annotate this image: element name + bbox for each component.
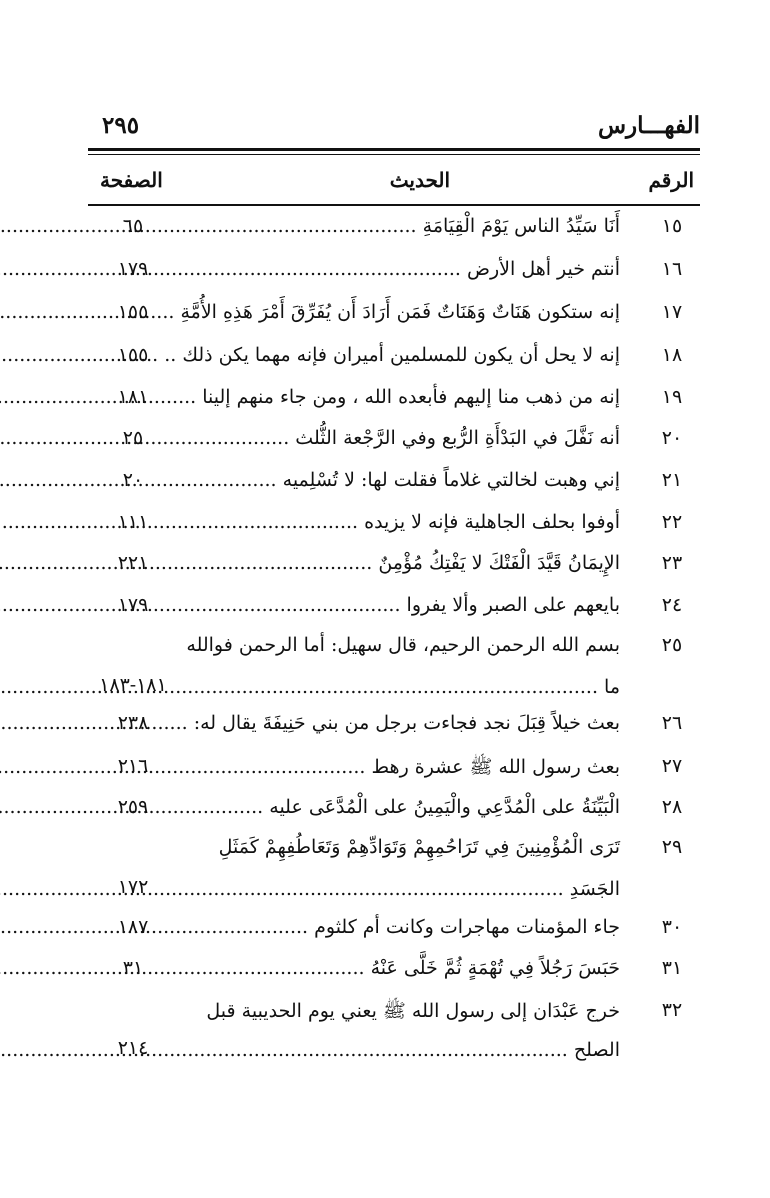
column-header-hadith: الحديث (389, 168, 450, 192)
page-ref: ١٧٩ (117, 594, 149, 616)
page-ref: ٢١٤ (117, 1037, 149, 1059)
page-ref: ١٧٢ (117, 876, 149, 898)
hadith-text: أنتم خير أهل الأرض ..... (228, 258, 620, 280)
hadith-text: جاء المؤمنات مهاجرات وكانت أم كلثوم ..... (228, 916, 620, 938)
row-number: ٢٧ (661, 755, 683, 777)
row-number: ١٩ (661, 386, 683, 408)
column-header-rule (88, 204, 700, 206)
header-rule-thin (88, 154, 700, 155)
page-ref: ١٨١-١٨٣ (99, 674, 167, 696)
hadith-text: إنه لا يحل أن يكون للمسلمين أميران فإنه مهما يكن ذلك .. ..... (228, 344, 620, 366)
hadith-text: إنه ستكون هَنَاتٌ وَهَنَاتٌ فَمَن أَرَادَ أَن يُفَرِّقَ أَمْرَ هَذِهِ الأُمَّةِ ..... (228, 301, 620, 323)
row-number: ٣١ (661, 957, 683, 979)
row-number: ٢٨ (661, 796, 683, 818)
hadith-text-line1: تَرَى الْمُؤْمِنِينَ فِي تَرَاحُمِهِمْ وَتَوَادِّهِمْ وَتَعَاطُفِهِمْ كَمَثَلِ (218, 836, 620, 858)
page-number: ٢٩٥ (102, 112, 140, 139)
row-number: ١٧ (661, 301, 683, 323)
hadith-text-line2: الصلح ..... (228, 1039, 620, 1061)
page-ref: ١٥٥ (117, 344, 149, 366)
row-number: ١٦ (661, 258, 683, 280)
column-header-page: الصفحة (100, 168, 163, 192)
hadith-text-line1: خرج عَبْدَان إلى رسول الله ﷺ يعني يوم الحديبية قبل (206, 1000, 620, 1022)
page-ref: ١٧٩ (117, 258, 149, 280)
row-number: ٢٥ (661, 634, 683, 656)
column-header-number: الرقم (648, 168, 694, 192)
hadith-text: أوفوا بحلف الجاهلية فإنه لا يزيده ..... (228, 511, 620, 533)
hadith-text-line1: بسم الله الرحمن الرحيم، قال سهيل: أما الرحمن فوالله (186, 634, 620, 656)
row-number: ٣٠ (661, 916, 683, 938)
page-ref: ١١١ (117, 511, 149, 533)
hadith-text: بعث خيلاً قِبَلَ نجد فجاءت برجل من بني حَنِيفَةَ يقال له: ..... (228, 712, 620, 734)
page-header (88, 112, 700, 148)
page-ref: ٣١ (122, 957, 144, 979)
page-ref: ١٨١ (117, 386, 149, 408)
row-number: ٢٤ (661, 594, 683, 616)
hadith-text: أَنَا سَيِّدُ الناس يَوْمَ الْقِيَامَةِ ..... (228, 215, 620, 237)
hadith-text: الإِيمَانُ قَيَّدَ الْفَتْكَ لا يَفْتِكُ مُؤْمِنٌ ..... (228, 552, 620, 574)
hadith-text: إنه من ذهب منا إليهم فأبعده الله ، ومن جاء منهم إلينا ..... (228, 386, 620, 408)
page-ref: ٦٥ (122, 215, 144, 237)
header-rule-thick (88, 148, 700, 151)
row-number: ٢٢ (661, 511, 683, 533)
running-title: الفهـــارس (597, 112, 700, 139)
row-number: ٢٣ (661, 552, 683, 574)
row-number: ٢٦ (661, 712, 683, 734)
page-ref: ٢٥ (122, 427, 144, 449)
hadith-text: إني وهبت لخالتي غلاماً فقلت لها: لا تُسْلِميه ..... (228, 469, 620, 491)
hadith-text-line2: ما ..... (228, 676, 620, 698)
row-number: ١٨ (661, 344, 683, 366)
row-number: ١٥ (661, 215, 683, 237)
row-number: ٢٠ (661, 427, 683, 449)
row-number: ٣٢ (661, 999, 683, 1021)
page-ref: ٢٣٨ (117, 712, 149, 734)
hadith-text: أنه نَفَّلَ في البَدْأَةِ الرُّبع وفي الرَّجْعة الثُّلث ..... (228, 427, 620, 449)
page-ref: ٢٠ (122, 469, 144, 491)
row-number: ٢٩ (661, 836, 683, 858)
row-number: ٢١ (661, 469, 683, 491)
hadith-text: الْبَيِّنَةُ على الْمُدَّعِي والْيَمِينُ على الْمُدَّعَى عليه ..... (228, 796, 620, 818)
hadith-text-line2: الجَسَدِ ..... (228, 878, 620, 900)
page-ref: ١٥٥ (117, 301, 149, 323)
page-ref: ١٨٧ (117, 916, 149, 938)
hadith-text: حَبَسَ رَجُلاً فِي تُهْمَةٍ ثُمَّ خَلَّى عَنْهُ ..... (228, 957, 620, 979)
page-ref: ٢٢١ (117, 552, 149, 574)
column-headers (88, 168, 700, 202)
hadith-text: بايعهم على الصبر وألا يفروا ..... (228, 594, 620, 616)
hadith-text: بعث رسول الله ﷺ عشرة رهط ..... (228, 755, 620, 783)
page-ref: ٢١٦ (117, 755, 149, 777)
page-ref: ٢٥٩ (117, 796, 149, 818)
